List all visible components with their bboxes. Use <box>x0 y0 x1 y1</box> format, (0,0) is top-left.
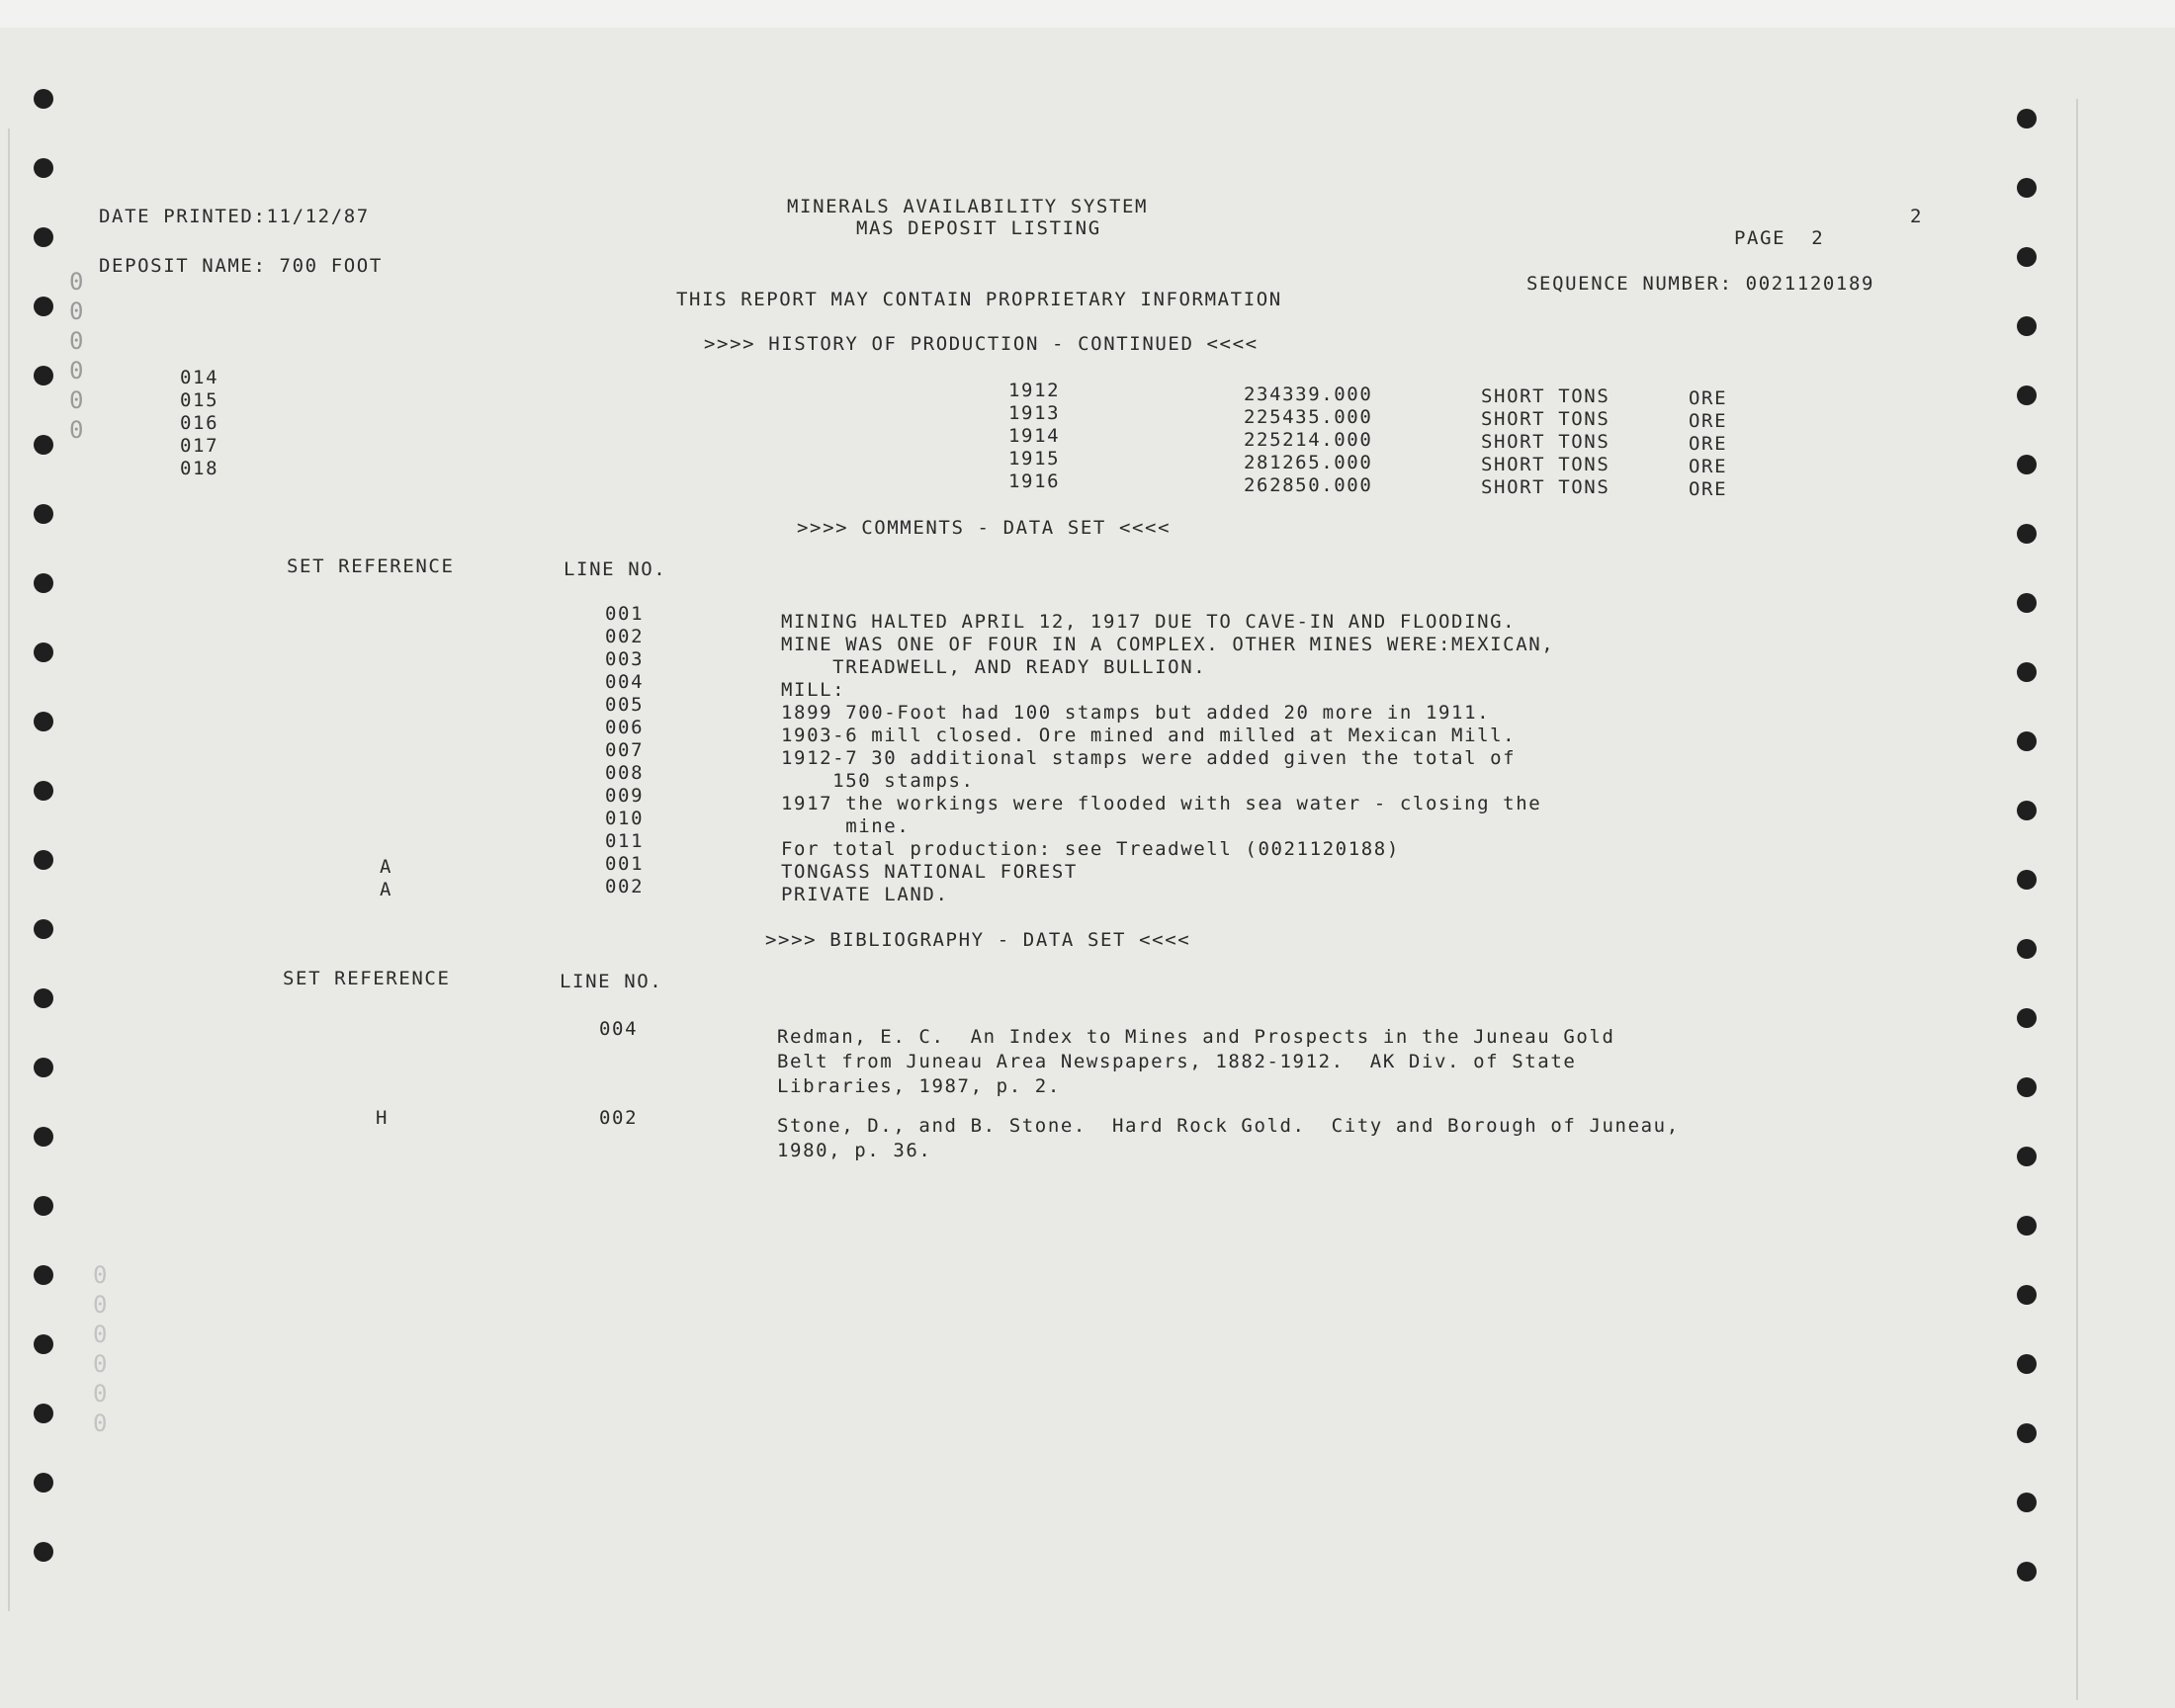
comment-line-number: 004 <box>605 671 645 693</box>
comment-text: For total production: see Treadwell (0021120188) <box>781 838 1400 860</box>
comment-line-number: 005 <box>605 694 645 716</box>
tractor-hole <box>34 1404 53 1423</box>
comment-line-number: 001 <box>605 603 645 625</box>
listing-title: MAS DEPOSIT LISTING <box>856 217 1101 239</box>
comment-text: 150 stamps. <box>781 770 975 792</box>
bleed-through-marks-bottom: 0 0 0 0 0 0 <box>93 1261 108 1437</box>
tractor-hole <box>34 919 53 939</box>
production-year: 1913 <box>1008 402 1061 424</box>
comment-line-number: 011 <box>605 830 645 852</box>
tractor-hole <box>2017 178 2037 198</box>
comment-line-number: 009 <box>605 785 645 807</box>
page-corner-number: 2 <box>1910 206 1924 227</box>
bibliography-citation-line: Stone, D., and B. Stone. Hard Rock Gold. City and Borough of Juneau, <box>777 1115 1680 1137</box>
tractor-hole <box>34 642 53 662</box>
production-material: ORE <box>1689 387 1728 409</box>
tractor-hole <box>2017 109 2037 128</box>
deposit-name: DEPOSIT NAME: 700 FOOT <box>99 255 383 277</box>
tractor-hole <box>2017 385 2037 405</box>
comment-text: 1912-7 30 additional stamps were added given the total of <box>781 747 1517 769</box>
comment-text: MINE WAS ONE OF FOUR IN A COMPLEX. OTHER MINES WERE:MEXICAN, <box>781 634 1555 655</box>
production-year: 1916 <box>1008 470 1061 492</box>
tractor-hole <box>2017 1216 2037 1236</box>
production-units: SHORT TONS <box>1481 431 1610 453</box>
sequence-number: SEQUENCE NUMBER: 0021120189 <box>1526 273 1875 295</box>
bibliography-line-number: 004 <box>599 1018 639 1040</box>
tractor-hole <box>34 158 53 178</box>
tractor-hole <box>2017 870 2037 890</box>
bibliography-col-set-reference: SET REFERENCE <box>283 968 451 989</box>
tractor-hole <box>34 227 53 247</box>
tractor-hole <box>34 1542 53 1562</box>
tractor-hole <box>2017 662 2037 682</box>
bibliography-set-reference: H <box>376 1107 390 1129</box>
production-amount: 225435.000 <box>1244 406 1373 428</box>
bleed-through-marks-top: 0 0 0 0 0 0 <box>69 268 84 444</box>
production-material: ORE <box>1689 410 1728 432</box>
comment-line-number: 006 <box>605 717 645 738</box>
tractor-hole <box>34 1334 53 1354</box>
right-margin-line <box>2076 99 2078 1700</box>
comment-line-number: 002 <box>605 626 645 647</box>
bibliography-col-line-no: LINE NO. <box>560 971 663 992</box>
tractor-hole <box>34 781 53 801</box>
tractor-hole <box>2017 247 2037 267</box>
tractor-hole <box>2017 524 2037 544</box>
production-material: ORE <box>1689 433 1728 455</box>
tractor-hole <box>34 1473 53 1493</box>
tractor-hole <box>2017 939 2037 959</box>
tractor-hole <box>2017 1493 2037 1512</box>
comment-line-number: 001 <box>605 853 645 875</box>
tractor-hole <box>2017 731 2037 751</box>
production-year: 1915 <box>1008 448 1061 470</box>
production-units: SHORT TONS <box>1481 408 1610 430</box>
tractor-hole <box>34 1058 53 1077</box>
bibliography-citation-line: Belt from Juneau Area Newspapers, 1882-1912. AK Div. of State <box>777 1051 1577 1072</box>
production-line-number: 015 <box>180 389 219 411</box>
production-units: SHORT TONS <box>1481 454 1610 475</box>
tractor-hole <box>34 504 53 524</box>
left-margin-line <box>8 128 10 1611</box>
tractor-hole <box>2017 1285 2037 1305</box>
tractor-hole <box>34 1265 53 1285</box>
comments-heading: >>>> COMMENTS - DATA SET <<<< <box>797 517 1172 539</box>
production-year: 1914 <box>1008 425 1061 447</box>
production-year: 1912 <box>1008 380 1061 401</box>
tractor-hole <box>34 850 53 870</box>
comment-text: TREADWELL, AND READY BULLION. <box>781 656 1207 678</box>
tractor-hole <box>34 366 53 385</box>
tractor-hole <box>2017 1423 2037 1443</box>
production-line-number: 017 <box>180 435 219 457</box>
tractor-hole <box>34 297 53 316</box>
comment-line-number: 003 <box>605 648 645 670</box>
production-units: SHORT TONS <box>1481 476 1610 498</box>
tractor-hole <box>2017 1008 2037 1028</box>
tractor-hole <box>34 573 53 593</box>
tractor-hole <box>2017 1147 2037 1166</box>
tractor-hole <box>34 435 53 455</box>
bibliography-citation-line: Redman, E. C. An Index to Mines and Prospects in the Juneau Gold <box>777 1026 1615 1048</box>
date-printed: DATE PRINTED:11/12/87 <box>99 206 370 227</box>
tractor-hole <box>2017 1562 2037 1581</box>
comment-line-number: 008 <box>605 762 645 784</box>
tractor-hole <box>34 89 53 109</box>
comment-line-number: 007 <box>605 739 645 761</box>
tractor-hole <box>34 988 53 1008</box>
tractor-hole <box>34 1196 53 1216</box>
proprietary-notice: THIS REPORT MAY CONTAIN PROPRIETARY INFORMATION <box>676 289 1282 310</box>
comment-text: PRIVATE LAND. <box>781 884 949 905</box>
comment-text: MILL: <box>781 679 846 701</box>
comments-col-line-no: LINE NO. <box>564 558 667 580</box>
tractor-hole <box>2017 455 2037 474</box>
comment-set-reference: A <box>380 879 393 900</box>
comment-text: TONGASS NATIONAL FOREST <box>781 861 1078 883</box>
comment-text: 1903-6 mill closed. Ore mined and milled at Mexican Mill. <box>781 725 1517 746</box>
production-line-number: 016 <box>180 412 219 434</box>
production-amount: 262850.000 <box>1244 474 1373 496</box>
production-line-number: 014 <box>180 367 219 388</box>
tractor-hole <box>2017 801 2037 820</box>
tractor-hole <box>34 1127 53 1147</box>
bibliography-citation-line: Libraries, 1987, p. 2. <box>777 1075 1061 1097</box>
page-number: PAGE 2 <box>1734 227 1825 249</box>
production-material: ORE <box>1689 456 1728 477</box>
production-amount: 281265.000 <box>1244 452 1373 473</box>
comment-set-reference: A <box>380 856 393 878</box>
comment-text: mine. <box>781 815 911 837</box>
production-amount: 234339.000 <box>1244 384 1373 405</box>
system-title: MINERALS AVAILABILITY SYSTEM <box>787 196 1149 217</box>
comment-line-number: 002 <box>605 876 645 897</box>
production-line-number: 018 <box>180 458 219 479</box>
tractor-hole <box>34 712 53 731</box>
production-amount: 225214.000 <box>1244 429 1373 451</box>
tractor-hole <box>2017 316 2037 336</box>
comment-text: 1917 the workings were flooded with sea water - closing the <box>781 793 1542 814</box>
bibliography-heading: >>>> BIBLIOGRAPHY - DATA SET <<<< <box>765 929 1191 951</box>
bibliography-citation-line: 1980, p. 36. <box>777 1140 932 1161</box>
production-units: SHORT TONS <box>1481 385 1610 407</box>
production-heading: >>>> HISTORY OF PRODUCTION - CONTINUED <<<< <box>704 333 1259 355</box>
tractor-hole <box>2017 593 2037 613</box>
production-material: ORE <box>1689 478 1728 500</box>
tractor-hole <box>2017 1077 2037 1097</box>
comments-col-set-reference: SET REFERENCE <box>287 555 455 577</box>
comment-text: 1899 700-Foot had 100 stamps but added 20 more in 1911. <box>781 702 1491 724</box>
tractor-hole <box>2017 1354 2037 1374</box>
comment-line-number: 010 <box>605 808 645 829</box>
bibliography-line-number: 002 <box>599 1107 639 1129</box>
comment-text: MINING HALTED APRIL 12, 1917 DUE TO CAVE-IN AND FLOODING. <box>781 611 1517 633</box>
